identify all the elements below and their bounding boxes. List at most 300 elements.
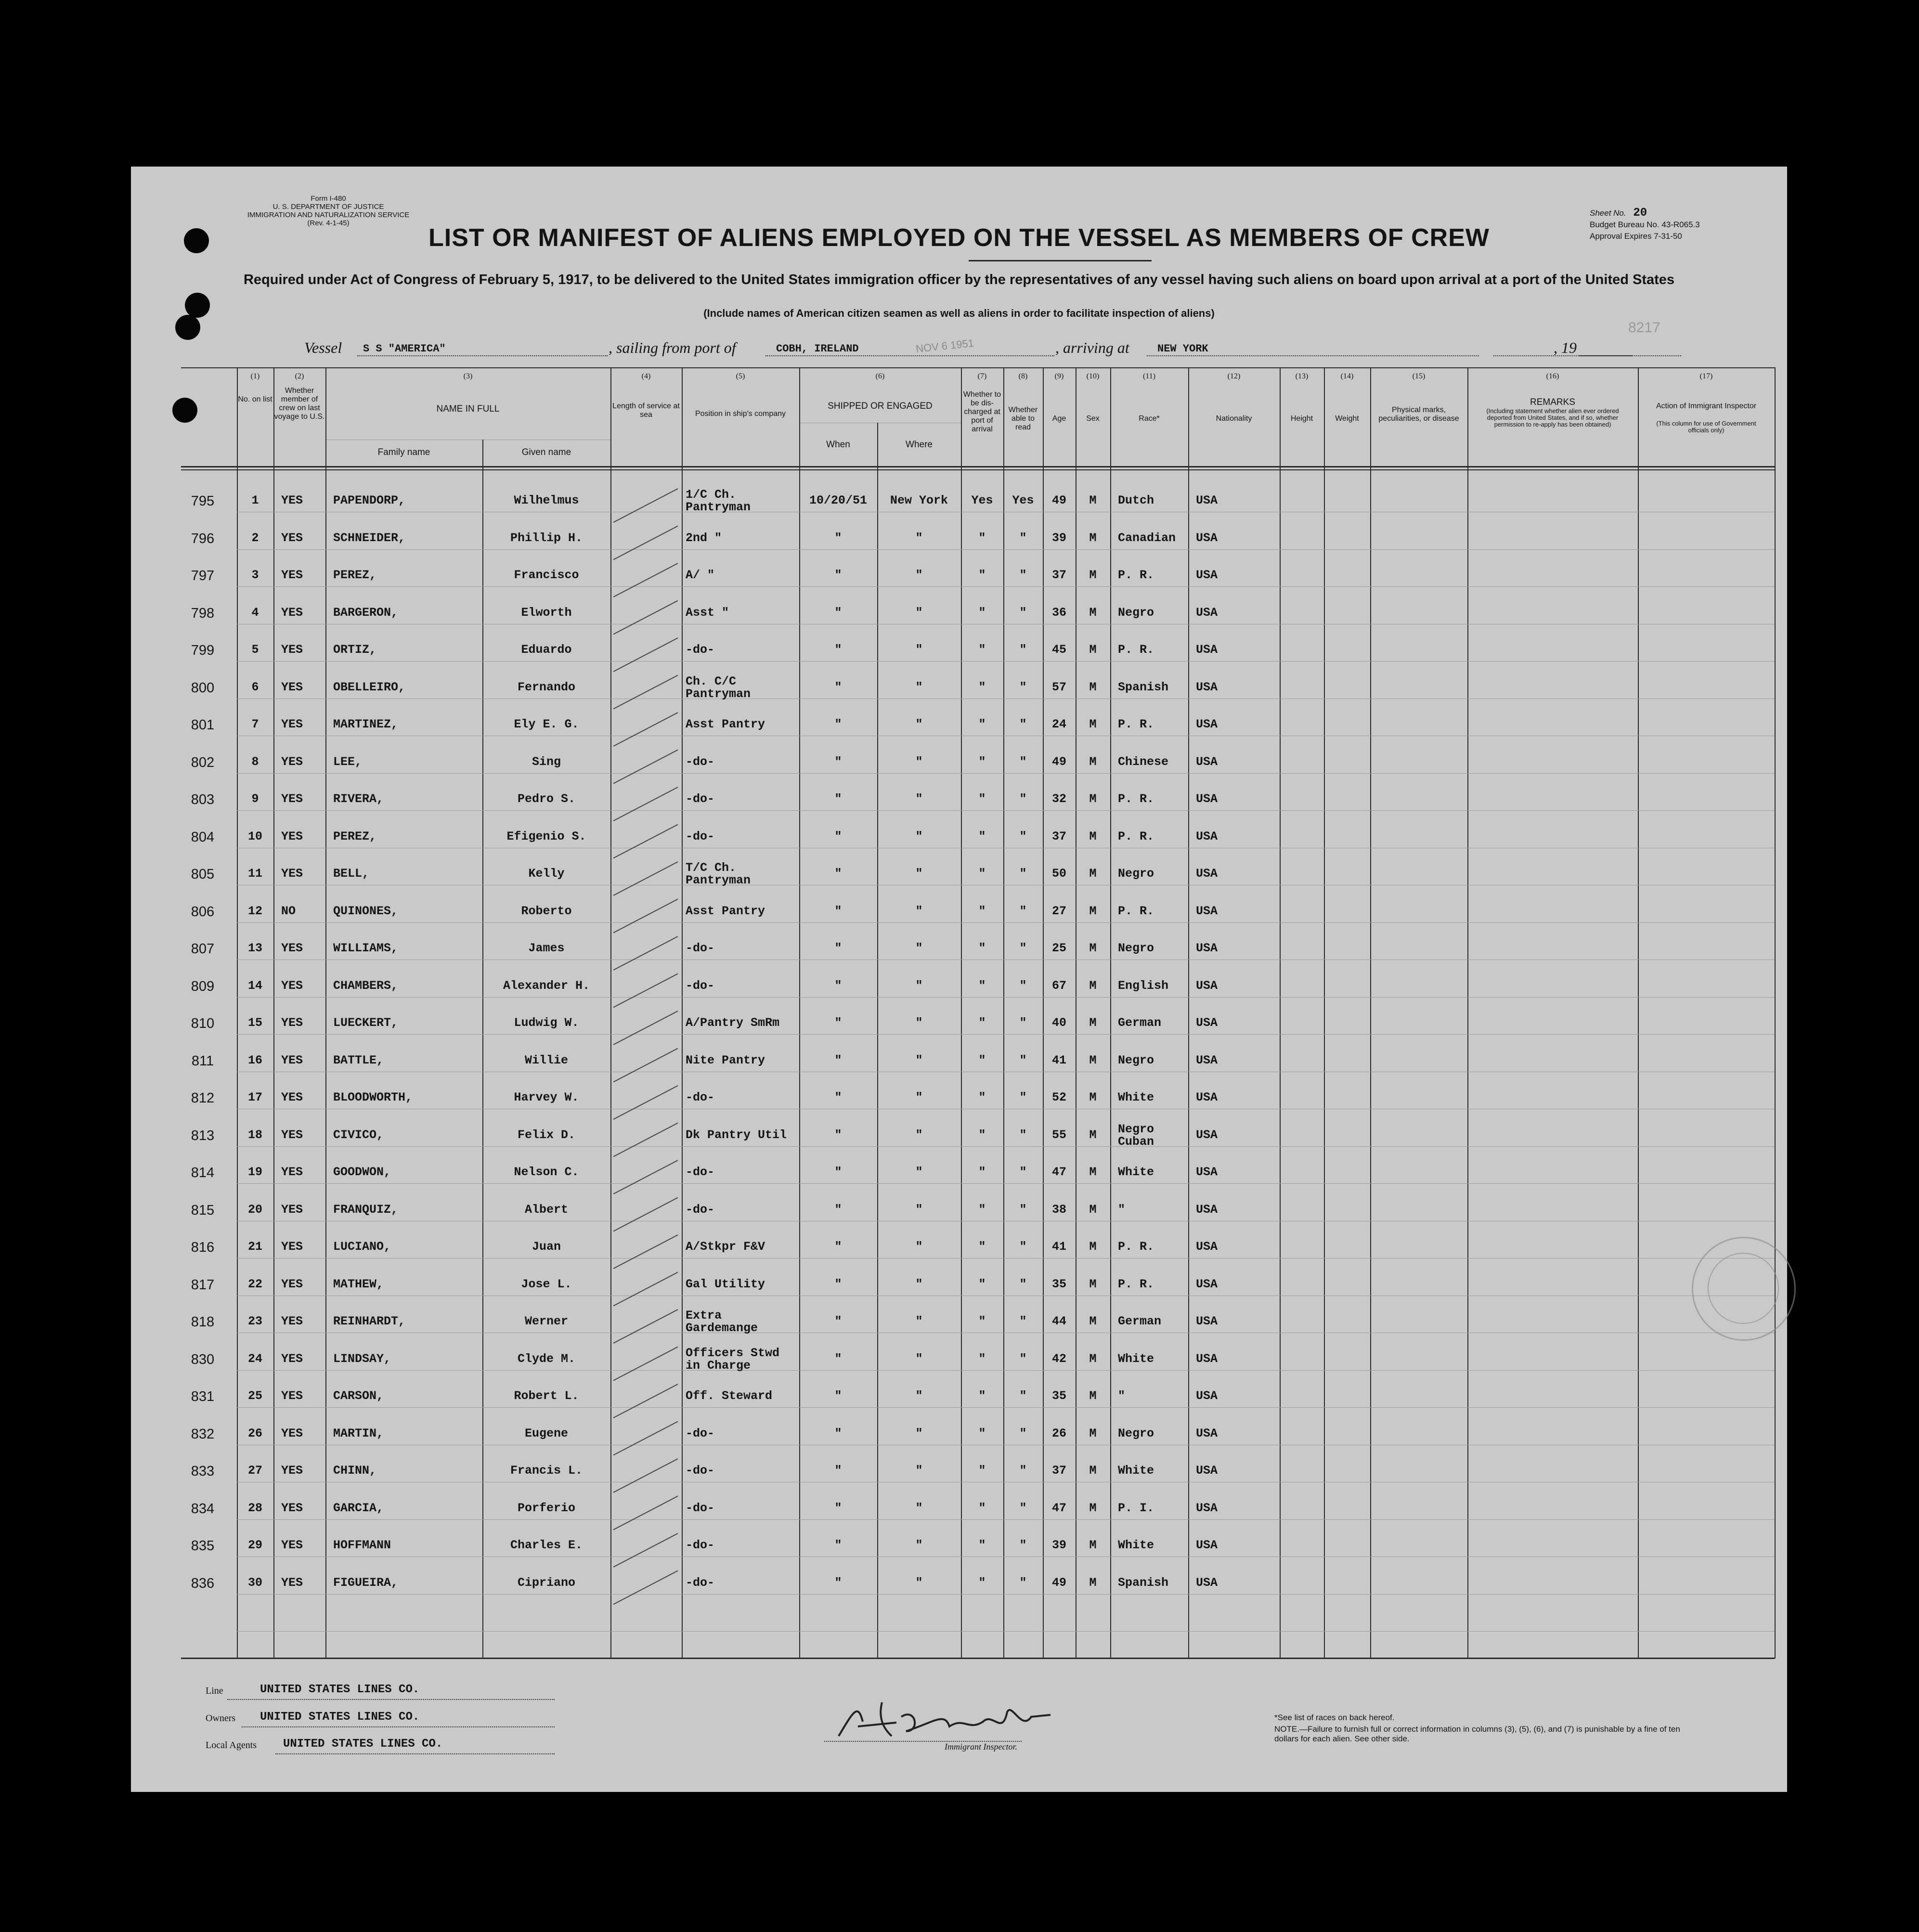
column-number: (9) bbox=[1054, 372, 1064, 380]
header-remarks: REMARKS bbox=[1530, 397, 1575, 407]
given-name: Pedro S. bbox=[517, 792, 576, 806]
age: 57 bbox=[1051, 680, 1066, 694]
shipped-where: " bbox=[915, 1128, 923, 1142]
shipped-where: " bbox=[915, 568, 923, 582]
list-number: 12 bbox=[247, 904, 262, 918]
header-family-name: Family name bbox=[377, 447, 430, 457]
given-name: Porferio bbox=[517, 1501, 576, 1515]
age: 36 bbox=[1051, 605, 1066, 620]
header-name-in-full: NAME IN FULL bbox=[436, 404, 500, 414]
given-name: Werner bbox=[524, 1314, 568, 1328]
member-last-voyage: YES bbox=[281, 643, 303, 657]
list-number: 24 bbox=[247, 1351, 262, 1366]
sheet-number: 20 bbox=[1633, 207, 1647, 220]
serial-number: 804 bbox=[191, 829, 215, 845]
age: 44 bbox=[1051, 1314, 1066, 1328]
serial-number: 815 bbox=[191, 1202, 215, 1218]
age: 39 bbox=[1051, 531, 1066, 545]
list-number: 2 bbox=[251, 531, 259, 545]
family-name: LINDSAY, bbox=[333, 1351, 391, 1366]
position: -do- bbox=[686, 1464, 715, 1478]
list-number: 5 bbox=[251, 643, 259, 657]
family-name: ORTIZ, bbox=[333, 643, 377, 657]
member-last-voyage: YES bbox=[281, 978, 303, 993]
title-rule bbox=[969, 260, 1152, 261]
age: 35 bbox=[1051, 1389, 1066, 1403]
list-number: 3 bbox=[251, 568, 259, 582]
form-number: Form I-480 bbox=[311, 194, 346, 203]
header-nationality: Nationality bbox=[1216, 415, 1252, 423]
family-name: MARTINEZ, bbox=[333, 717, 399, 731]
column-number: (3) bbox=[463, 372, 473, 380]
shipped-where: " bbox=[915, 941, 923, 955]
list-number: 14 bbox=[247, 978, 262, 993]
given-name: Phillip H. bbox=[510, 531, 583, 545]
list-number: 20 bbox=[247, 1202, 262, 1217]
races-note: *See list of races on back hereof. bbox=[1274, 1713, 1395, 1722]
race: " bbox=[1118, 1389, 1126, 1403]
family-name: PAPENDORP, bbox=[333, 493, 406, 507]
nationality: USA bbox=[1196, 1202, 1218, 1217]
list-number: 30 bbox=[247, 1575, 262, 1590]
age: 47 bbox=[1051, 1165, 1066, 1179]
discharged: " bbox=[978, 1351, 986, 1366]
shipped-where: " bbox=[915, 904, 923, 918]
sex: M bbox=[1089, 605, 1097, 620]
list-number: 22 bbox=[247, 1277, 262, 1291]
able-to-read: " bbox=[1019, 1053, 1027, 1067]
shipped-when: " bbox=[834, 1128, 842, 1142]
given-name: Felix D. bbox=[517, 1128, 576, 1142]
race: Negro bbox=[1118, 1426, 1154, 1440]
able-to-read: " bbox=[1019, 1277, 1027, 1291]
nationality: USA bbox=[1196, 1016, 1218, 1030]
member-last-voyage: YES bbox=[281, 680, 303, 694]
agents-label: Local Agents bbox=[206, 1740, 257, 1750]
shipped-when: " bbox=[834, 1202, 842, 1217]
sex: M bbox=[1089, 1053, 1097, 1067]
list-number: 27 bbox=[247, 1464, 262, 1478]
shipped-where: " bbox=[915, 1464, 923, 1478]
shipped-when: " bbox=[834, 717, 842, 731]
member-last-voyage: YES bbox=[281, 717, 303, 731]
age: 39 bbox=[1051, 1538, 1066, 1552]
vessel-name: S S "AMERICA" bbox=[363, 343, 446, 355]
nationality: USA bbox=[1196, 1389, 1218, 1403]
discharged: " bbox=[978, 1202, 986, 1217]
age: 25 bbox=[1051, 941, 1066, 955]
race: Negro bbox=[1118, 941, 1154, 955]
position: Off. Steward bbox=[686, 1389, 773, 1403]
member-last-voyage: YES bbox=[281, 867, 303, 881]
able-to-read: " bbox=[1019, 1090, 1027, 1104]
shipped-when: " bbox=[834, 867, 842, 881]
member-last-voyage: YES bbox=[281, 1464, 303, 1478]
column-number: (10) bbox=[1086, 372, 1100, 380]
able-to-read: " bbox=[1019, 1389, 1027, 1403]
shipped-when: " bbox=[834, 1314, 842, 1328]
shipped-when: " bbox=[834, 754, 842, 769]
year-label: , 19 bbox=[1554, 339, 1577, 356]
race: English bbox=[1118, 978, 1169, 993]
shipped-where: " bbox=[915, 1501, 923, 1515]
sex: M bbox=[1089, 680, 1097, 694]
member-last-voyage: YES bbox=[281, 605, 303, 620]
age: 24 bbox=[1051, 717, 1066, 731]
given-name: Willie bbox=[524, 1053, 568, 1067]
serial-number: 818 bbox=[191, 1314, 215, 1330]
race: Negro bbox=[1118, 605, 1154, 620]
header-height: Height bbox=[1290, 415, 1313, 423]
race: Negro Cuban bbox=[1118, 1122, 1154, 1149]
position: Gal Utility bbox=[686, 1277, 765, 1291]
discharged: " bbox=[978, 1501, 986, 1515]
header-position: Position in ship's company bbox=[695, 410, 786, 418]
discharged: " bbox=[978, 680, 986, 694]
family-name: WILLIAMS, bbox=[333, 941, 399, 955]
header-physical-marks: Physical marks, peculiarities, or disease bbox=[1378, 406, 1459, 423]
header-when: When bbox=[826, 440, 850, 450]
list-number: 9 bbox=[251, 792, 259, 806]
given-name: Efigenio S. bbox=[506, 829, 586, 843]
sex: M bbox=[1089, 1202, 1097, 1217]
given-name: Elworth bbox=[521, 605, 572, 620]
nationality: USA bbox=[1196, 605, 1218, 620]
given-name: Ludwig W. bbox=[514, 1016, 579, 1030]
member-last-voyage: YES bbox=[281, 1165, 303, 1179]
age: 49 bbox=[1051, 493, 1066, 507]
discharged: " bbox=[978, 1277, 986, 1291]
sex: M bbox=[1089, 717, 1097, 731]
nationality: USA bbox=[1196, 1426, 1218, 1440]
family-name: PEREZ, bbox=[333, 829, 377, 843]
given-name: Fernando bbox=[517, 680, 576, 694]
column-number: (13) bbox=[1295, 372, 1309, 380]
header-member-last-voyage: Whether member of crew on last voyage to U.S. bbox=[274, 387, 325, 421]
race: P. R. bbox=[1118, 568, 1154, 582]
column-number: (15) bbox=[1412, 372, 1426, 380]
nationality: USA bbox=[1196, 531, 1218, 545]
department: U. S. DEPARTMENT OF JUSTICE bbox=[272, 203, 384, 211]
family-name: MATHEW, bbox=[333, 1277, 384, 1291]
nationality: USA bbox=[1196, 1501, 1218, 1515]
list-number: 29 bbox=[247, 1538, 262, 1552]
age: 52 bbox=[1051, 1090, 1066, 1104]
header-discharged: Whether to be dis-charged at port of arrival bbox=[963, 390, 1001, 433]
able-to-read: " bbox=[1019, 531, 1027, 545]
serial-number: 811 bbox=[191, 1053, 214, 1069]
shipped-when: " bbox=[834, 1351, 842, 1366]
port-to: NEW YORK bbox=[1157, 343, 1208, 355]
age: 26 bbox=[1051, 1426, 1066, 1440]
family-name: BARGERON, bbox=[333, 605, 399, 620]
family-name: FIGUEIRA, bbox=[333, 1575, 399, 1590]
given-name: Francis L. bbox=[510, 1464, 583, 1478]
sex: M bbox=[1089, 1464, 1097, 1478]
header-length-service: Length of service at sea bbox=[612, 402, 680, 419]
column-number: (17) bbox=[1699, 372, 1713, 380]
able-to-read: " bbox=[1019, 717, 1027, 731]
able-to-read: " bbox=[1019, 1016, 1027, 1030]
header-age: Age bbox=[1052, 415, 1066, 423]
family-name: LUECKERT, bbox=[333, 1016, 399, 1030]
nationality: USA bbox=[1196, 1090, 1218, 1104]
nationality: USA bbox=[1196, 643, 1218, 657]
able-to-read: " bbox=[1019, 1202, 1027, 1217]
discharged: " bbox=[978, 1016, 986, 1030]
list-number: 11 bbox=[247, 867, 262, 881]
able-to-read: " bbox=[1019, 978, 1027, 993]
shipped-where: " bbox=[915, 1389, 923, 1403]
column-number: (8) bbox=[1018, 372, 1028, 380]
family-name: BATTLE, bbox=[333, 1053, 384, 1067]
sex: M bbox=[1089, 1351, 1097, 1366]
sex: M bbox=[1089, 829, 1097, 843]
position: A/Pantry SmRm bbox=[686, 1016, 780, 1030]
sex: M bbox=[1089, 1426, 1097, 1440]
member-last-voyage: YES bbox=[281, 493, 303, 507]
shipped-when: " bbox=[834, 904, 842, 918]
able-to-read: " bbox=[1019, 1538, 1027, 1552]
given-name: Roberto bbox=[521, 904, 572, 918]
discharged: " bbox=[978, 1389, 986, 1403]
family-name: RIVERA, bbox=[333, 792, 384, 806]
serial-number: 830 bbox=[191, 1351, 215, 1367]
member-last-voyage: YES bbox=[281, 1501, 303, 1515]
shipped-when: " bbox=[834, 978, 842, 993]
nationality: USA bbox=[1196, 1575, 1218, 1590]
able-to-read: " bbox=[1019, 904, 1027, 918]
able-to-read: " bbox=[1019, 605, 1027, 620]
serial-number: 813 bbox=[191, 1128, 215, 1143]
discharged: " bbox=[978, 978, 986, 993]
inspector-label: Immigrant Inspector. bbox=[945, 1742, 1017, 1751]
race: P. R. bbox=[1118, 792, 1154, 806]
shipped-when: " bbox=[834, 605, 842, 620]
sex: M bbox=[1089, 1090, 1097, 1104]
sex: M bbox=[1089, 754, 1097, 769]
race: White bbox=[1118, 1464, 1154, 1478]
crew-table bbox=[181, 367, 1775, 1658]
serial-number: 797 bbox=[191, 568, 215, 583]
nationality: USA bbox=[1196, 829, 1218, 843]
serial-number: 796 bbox=[191, 531, 215, 546]
age: 27 bbox=[1051, 904, 1066, 918]
given-name: Sing bbox=[532, 754, 561, 769]
column-number: (7) bbox=[977, 372, 987, 380]
shipped-when: " bbox=[834, 1277, 842, 1291]
race: P. R. bbox=[1118, 1277, 1154, 1291]
serial-number: 817 bbox=[191, 1277, 215, 1293]
able-to-read: " bbox=[1019, 1165, 1027, 1179]
header-race: Race* bbox=[1139, 415, 1160, 423]
able-to-read: " bbox=[1019, 867, 1027, 881]
family-name: REINHARDT, bbox=[333, 1314, 406, 1328]
race: " bbox=[1118, 1202, 1126, 1217]
member-last-voyage: YES bbox=[281, 792, 303, 806]
serial-number: 798 bbox=[191, 605, 215, 621]
race: Chinese bbox=[1118, 754, 1169, 769]
list-number: 7 bbox=[251, 717, 259, 731]
age: 45 bbox=[1051, 643, 1066, 657]
race: P. R. bbox=[1118, 904, 1154, 918]
age: 37 bbox=[1051, 829, 1066, 843]
family-name: BLOODWORTH, bbox=[333, 1090, 413, 1104]
nationality: USA bbox=[1196, 717, 1218, 731]
shipped-where: " bbox=[915, 1202, 923, 1217]
shipped-when: " bbox=[834, 941, 842, 955]
member-last-voyage: YES bbox=[281, 1575, 303, 1590]
able-to-read: " bbox=[1019, 1575, 1027, 1590]
sex: M bbox=[1089, 1128, 1097, 1142]
sex: M bbox=[1089, 493, 1097, 507]
position: A/ " bbox=[686, 568, 715, 582]
sex: M bbox=[1089, 643, 1097, 657]
owners-value: UNITED STATES LINES CO. bbox=[260, 1711, 420, 1724]
serial-number: 800 bbox=[191, 680, 215, 696]
nationality: USA bbox=[1196, 904, 1218, 918]
column-number: (2) bbox=[295, 372, 304, 380]
serial-number: 812 bbox=[191, 1090, 215, 1106]
discharged: " bbox=[978, 568, 986, 582]
position: 1/C Ch. Pantryman bbox=[686, 488, 751, 514]
column-number: (6) bbox=[875, 372, 885, 380]
able-to-read: Yes bbox=[1012, 493, 1034, 507]
sex: M bbox=[1089, 867, 1097, 881]
member-last-voyage: YES bbox=[281, 1128, 303, 1142]
sex: M bbox=[1089, 1538, 1097, 1552]
member-last-voyage: YES bbox=[281, 1090, 303, 1104]
family-name: CHINN, bbox=[333, 1464, 377, 1478]
shipped-when: " bbox=[834, 1090, 842, 1104]
member-last-voyage: YES bbox=[281, 941, 303, 955]
position: Asst " bbox=[686, 605, 729, 620]
family-name: BELL, bbox=[333, 867, 370, 881]
given-name: Alexander H. bbox=[503, 978, 590, 993]
shipped-where: " bbox=[915, 1016, 923, 1030]
given-name: Kelly bbox=[528, 867, 565, 881]
vessel-label: Vessel bbox=[304, 339, 342, 356]
able-to-read: " bbox=[1019, 829, 1027, 843]
serial-number: 799 bbox=[191, 643, 215, 658]
serial-number: 833 bbox=[191, 1464, 215, 1479]
discharged: " bbox=[978, 792, 986, 806]
given-name: Harvey W. bbox=[514, 1090, 579, 1104]
sex: M bbox=[1089, 792, 1097, 806]
shipped-where: " bbox=[915, 605, 923, 620]
position: -do- bbox=[686, 643, 715, 657]
able-to-read: " bbox=[1019, 1128, 1027, 1142]
position: -do- bbox=[686, 1538, 715, 1552]
shipped-where: " bbox=[915, 680, 923, 694]
discharged: Yes bbox=[971, 493, 993, 507]
discharged: " bbox=[978, 1538, 986, 1552]
age: 41 bbox=[1051, 1240, 1066, 1254]
family-name: OBELLEIRO, bbox=[333, 680, 406, 694]
list-number: 19 bbox=[247, 1165, 262, 1179]
list-number: 21 bbox=[247, 1240, 262, 1254]
sailing-label: , sailing from port of bbox=[609, 339, 736, 356]
column-number: (11) bbox=[1142, 372, 1156, 380]
discharged: " bbox=[978, 1314, 986, 1328]
able-to-read: " bbox=[1019, 1426, 1027, 1440]
nationality: USA bbox=[1196, 1277, 1218, 1291]
family-name: GARCIA, bbox=[333, 1501, 384, 1515]
serial-number: 832 bbox=[191, 1426, 215, 1442]
shipped-when: " bbox=[834, 1389, 842, 1403]
age: 49 bbox=[1051, 754, 1066, 769]
nationality: USA bbox=[1196, 568, 1218, 582]
race: Spanish bbox=[1118, 1575, 1169, 1590]
member-last-voyage: YES bbox=[281, 829, 303, 843]
age: 50 bbox=[1051, 867, 1066, 881]
sex: M bbox=[1089, 568, 1097, 582]
member-last-voyage: YES bbox=[281, 1351, 303, 1366]
position: T/C Ch. Pantryman bbox=[686, 861, 751, 887]
shipped-where: " bbox=[915, 829, 923, 843]
family-name: PEREZ, bbox=[333, 568, 377, 582]
age: 49 bbox=[1051, 1575, 1066, 1590]
race: Canadian bbox=[1118, 531, 1176, 545]
service: IMMIGRATION AND NATURALIZATION SERVICE bbox=[247, 211, 410, 219]
able-to-read: " bbox=[1019, 792, 1027, 806]
position: -do- bbox=[686, 829, 715, 843]
race: White bbox=[1118, 1351, 1154, 1366]
line-label: Line bbox=[206, 1686, 223, 1696]
sex: M bbox=[1089, 1165, 1097, 1179]
shipped-where: " bbox=[915, 978, 923, 993]
able-to-read: " bbox=[1019, 643, 1027, 657]
header-shipped-engaged: SHIPPED OR ENGAGED bbox=[828, 401, 933, 411]
age: 67 bbox=[1051, 978, 1066, 993]
able-to-read: " bbox=[1019, 680, 1027, 694]
sex: M bbox=[1089, 1240, 1097, 1254]
nationality: USA bbox=[1196, 1538, 1218, 1552]
serial-number: 807 bbox=[191, 941, 215, 957]
nationality: USA bbox=[1196, 1053, 1218, 1067]
nationality: USA bbox=[1196, 1128, 1218, 1142]
race: White bbox=[1118, 1165, 1154, 1179]
nationality: USA bbox=[1196, 1464, 1218, 1478]
given-name: Robert L. bbox=[514, 1389, 579, 1403]
arriving-label: , arriving at bbox=[1055, 339, 1129, 356]
nationality: USA bbox=[1196, 1314, 1218, 1328]
given-name: Charles E. bbox=[510, 1538, 583, 1552]
sex: M bbox=[1089, 531, 1097, 545]
sex: M bbox=[1089, 1314, 1097, 1328]
nationality: USA bbox=[1196, 493, 1218, 507]
family-name: GOODWON, bbox=[333, 1165, 391, 1179]
race: Negro bbox=[1118, 1053, 1154, 1067]
list-number: 23 bbox=[247, 1314, 262, 1328]
given-name: Wilhelmus bbox=[514, 493, 579, 507]
sex: M bbox=[1089, 978, 1097, 993]
header-weight: Weight bbox=[1335, 415, 1359, 423]
given-name: Francisco bbox=[514, 568, 579, 582]
shipped-when: " bbox=[834, 1016, 842, 1030]
list-number: 13 bbox=[247, 941, 262, 955]
discharged: " bbox=[978, 904, 986, 918]
race: Negro bbox=[1118, 867, 1154, 881]
race: German bbox=[1118, 1016, 1162, 1030]
shipped-where: " bbox=[915, 1053, 923, 1067]
shipped-where: " bbox=[915, 643, 923, 657]
shipped-when: " bbox=[834, 1426, 842, 1440]
race: P. R. bbox=[1118, 717, 1154, 731]
member-last-voyage: YES bbox=[281, 1426, 303, 1440]
serial-number: 806 bbox=[191, 904, 215, 920]
given-name: Jose L. bbox=[521, 1277, 572, 1291]
